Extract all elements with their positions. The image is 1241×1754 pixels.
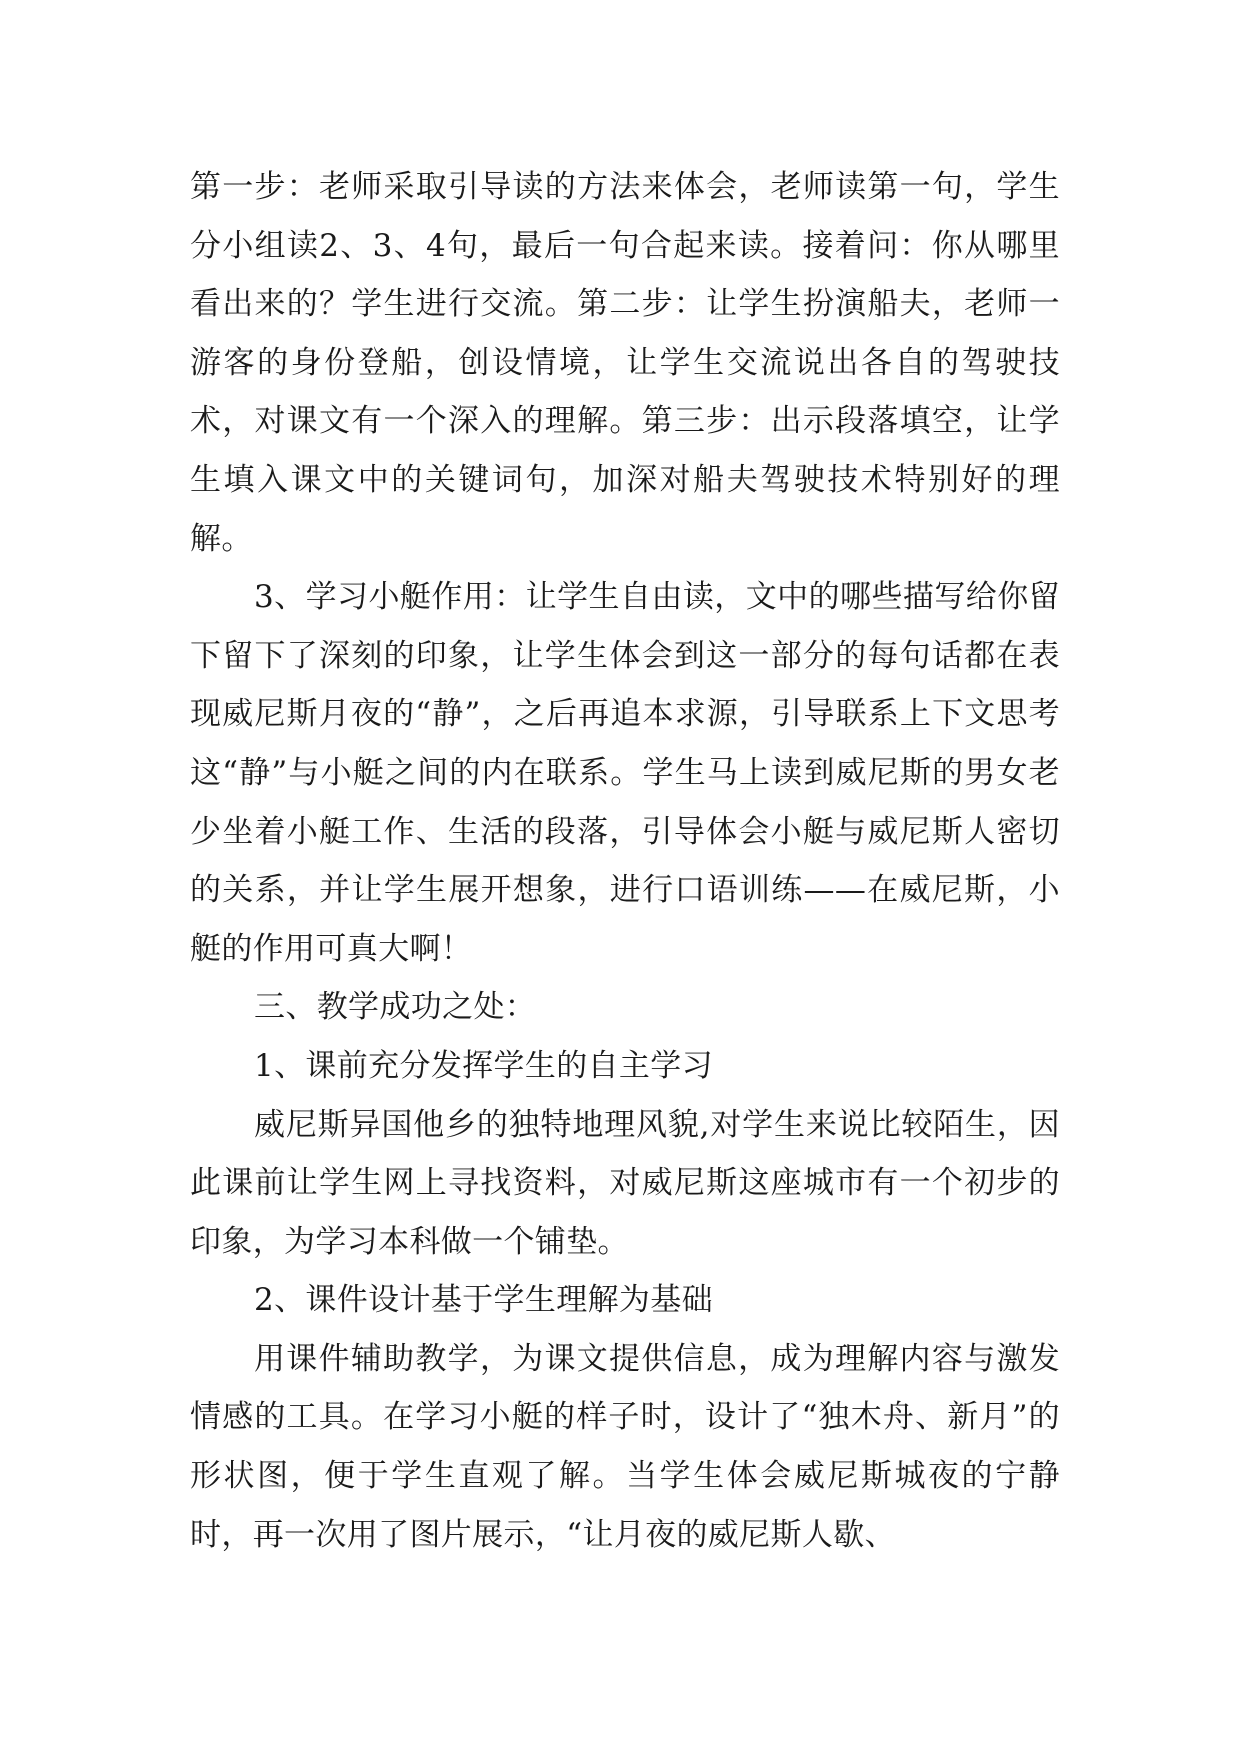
paragraph-courseware-usage: 用课件辅助教学，为课文提供信息，成为理解内容与激发情感的工具。在学习小艇的样子时，设计了“独木舟、新月”的形状图，便于学生直观了解。当学生体会威尼斯城夜的宁静时，再一次用了图片展示，“让月夜的威尼斯人歇、 [190,1340,1060,1553]
document-body [190,158,1060,1564]
paragraph-venice-background: 威尼斯异国他乡的独特地理风貌,对学生来说比较陌生，因此课前让学生网上寻找资料，对威尼斯这座城市有一个初步的印象，为学习本科做一个铺垫。 [190,1106,1060,1260]
subheading-courseware-design: 2、课件设计基于学生理解为基础 [254,1282,713,1319]
paragraph-step-instructions: 第一步：老师采取引导读的方法来体会，老师读第一句，学生分小组读2、3、4句，最后一句合起来读。接着问：你从哪里看出来的？学生进行交流。第二步：让学生扮演船夫，老师一游客的身份登船，创设情境，让学生交流说出各自的驾驶技术，对课文有一个深入的理解。第三步：出示段落填空，让学生填入课文中的关键词句，加深对船夫驾驶技术特别好的理解。 [190,169,1060,557]
section-heading-success: 三、教学成功之处： [254,989,537,1026]
paragraph-boat-function: 3、学习小艇作用：让学生自由读，文中的哪些描写给你留下留下了深刻的印象，让学生体会到这一部分的每句话都在表现威尼斯月夜的“静”，之后再追本求源，引导联系上下文思考这“静”与小艇之间的内在联系。学生马上读到威尼斯的男女老少坐着小艇工作、生活的段落，引导体会小艇与威尼斯人密切的关系，并让学生展开想象，进行口语训练——在威尼斯，小艇的作用可真大啊！ [190,579,1060,967]
subheading-self-study: 1、课前充分发挥学生的自主学习 [254,1047,713,1084]
